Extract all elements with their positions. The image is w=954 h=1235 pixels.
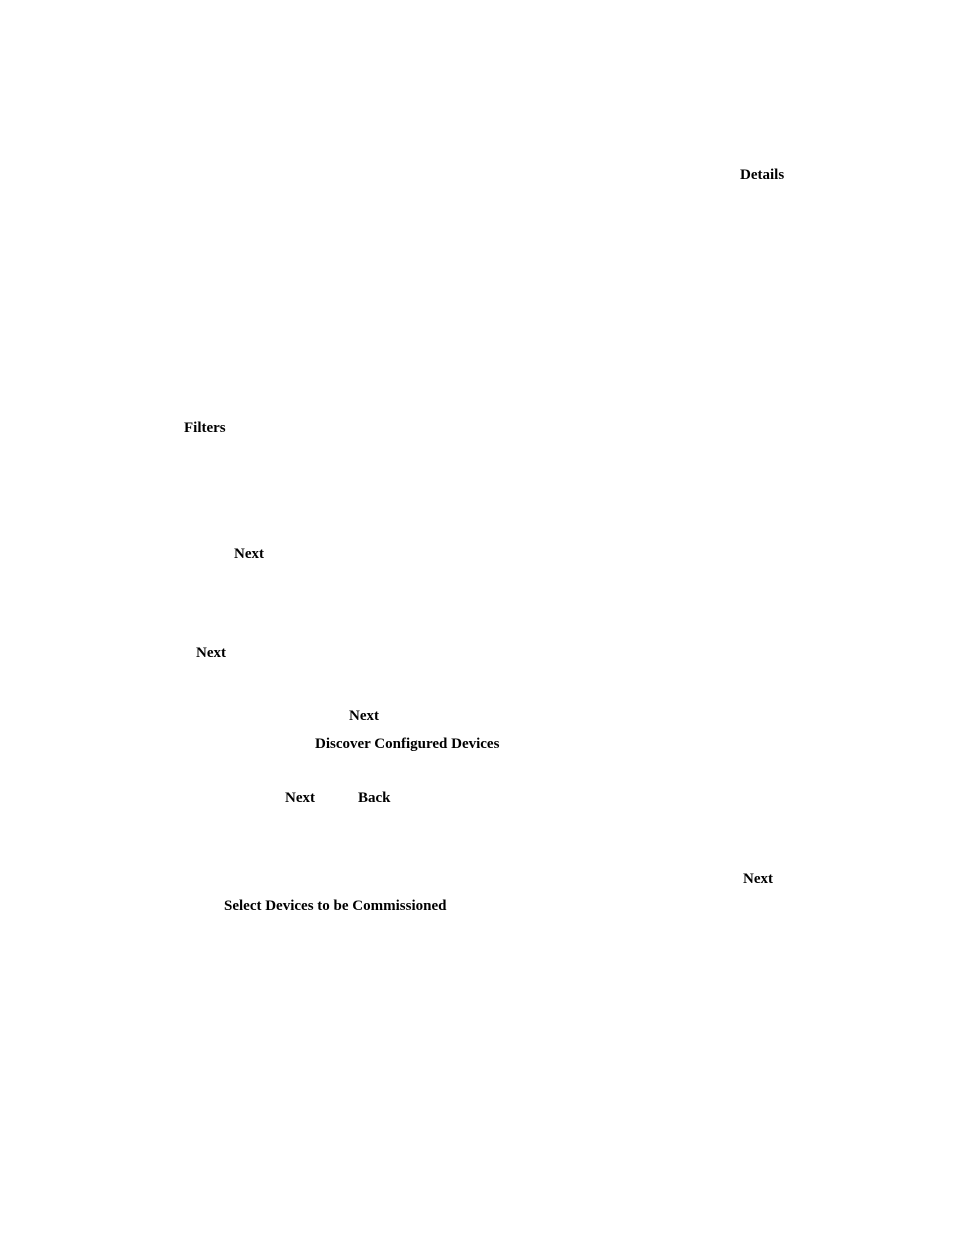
details-label: Details	[740, 167, 785, 183]
back-label: Back	[358, 790, 391, 806]
next-label: Next	[349, 708, 379, 724]
next-label: Next	[234, 546, 264, 562]
discover-configured-devices-label: Discover Configured Devices	[315, 736, 500, 752]
select-devices-label: Select Devices to be Commissioned	[224, 898, 447, 914]
filters-label: Filters	[184, 420, 226, 436]
next-label: Next	[285, 790, 315, 806]
next-label: Next	[196, 645, 226, 661]
next-label: Next	[743, 871, 773, 887]
